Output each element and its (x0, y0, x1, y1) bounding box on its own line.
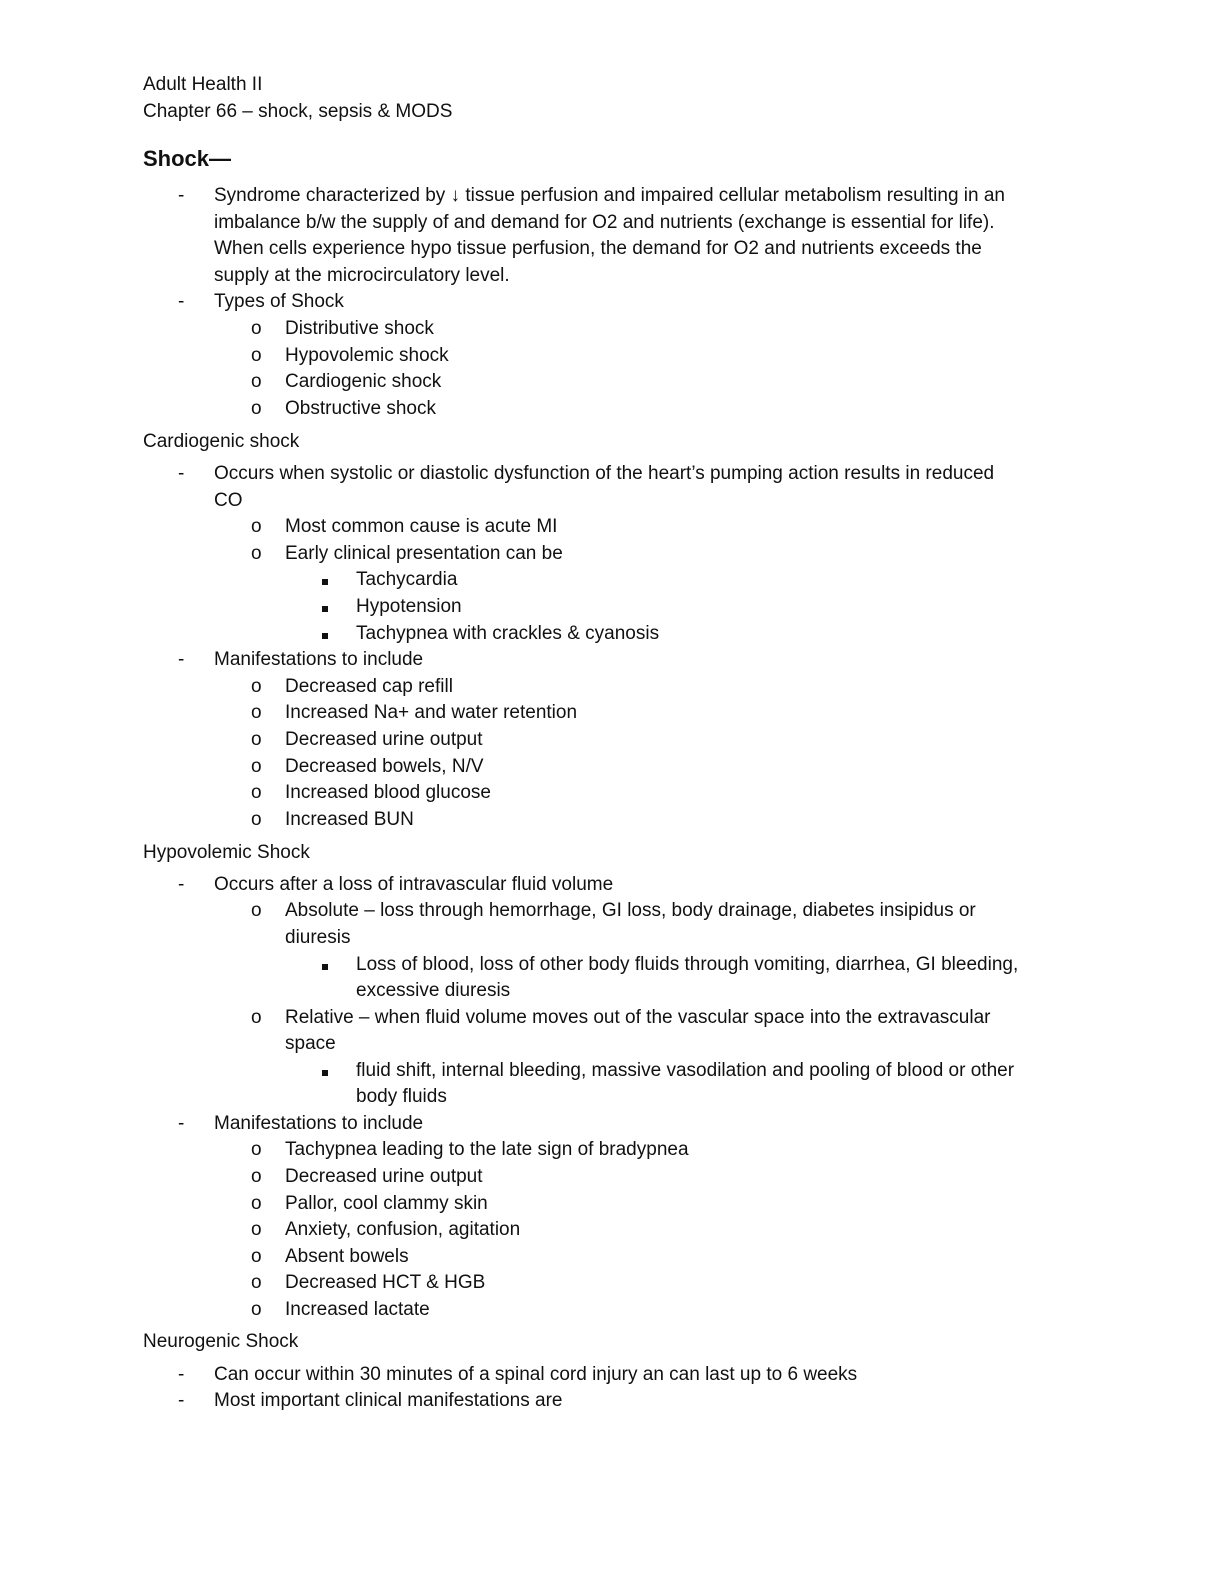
circle-bullet: o (251, 729, 262, 750)
list-item: Early clinical presentation can be (285, 543, 563, 564)
dash-bullet: - (178, 1390, 185, 1411)
circle-bullet: o (251, 1299, 262, 1320)
absolute-detail-line: Loss of blood, loss of other body fluids through vomiting, diarrhea, GI bleeding, (356, 954, 1019, 975)
shock-def-line: Syndrome characterized by ↓ tissue perfusion and impaired cellular metabolism resulting in an (214, 185, 1005, 206)
circle-bullet: o (251, 1007, 262, 1028)
list-item: Pallor, cool clammy skin (285, 1193, 488, 1214)
circle-bullet: o (251, 1272, 262, 1293)
absolute-detail-line: excessive diuresis (356, 980, 511, 1001)
circle-bullet: o (251, 345, 262, 366)
list-item: Tachypnea leading to the late sign of bradypnea (285, 1139, 689, 1160)
list-item: Increased BUN (285, 809, 414, 830)
list-item: Increased blood glucose (285, 782, 491, 803)
circle-bullet: o (251, 371, 262, 392)
circle-bullet: o (251, 516, 262, 537)
list-item: Decreased HCT & HGB (285, 1272, 486, 1293)
list-item: Decreased cap refill (285, 676, 453, 697)
list-item: Hypotension (356, 596, 462, 617)
list-item: Increased lactate (285, 1299, 430, 1320)
list-item: Distributive shock (285, 318, 434, 339)
neurogenic-heading: Neurogenic Shock (143, 1331, 299, 1352)
list-item: Increased Na+ and water retention (285, 702, 578, 723)
circle-bullet: o (251, 900, 262, 921)
circle-bullet: o (251, 318, 262, 339)
list-item: Cardiogenic shock (285, 371, 442, 392)
square-bullet (322, 622, 328, 646)
chapter-title: Chapter 66 – shock, sepsis & MODS (143, 101, 453, 122)
list-item: Most important clinical manifestations are (214, 1390, 563, 1411)
square-bullet (322, 568, 328, 592)
relative-line: space (285, 1033, 336, 1054)
relative-line: Relative – when fluid volume moves out of the vascular space into the extravascular (285, 1007, 991, 1028)
cardiogenic-occurs-line: CO (214, 490, 243, 511)
dash-bullet: - (178, 874, 185, 895)
dash-bullet: - (178, 463, 185, 484)
shock-heading: Shock— (143, 146, 232, 171)
types-label: Types of Shock (214, 291, 344, 312)
circle-bullet: o (251, 702, 262, 723)
circle-bullet: o (251, 1166, 262, 1187)
circle-bullet: o (251, 1219, 262, 1240)
shock-def-line: When cells experience hypo tissue perfusion, the demand for O2 and nutrients exceeds the (214, 238, 982, 259)
list-item: Absent bowels (285, 1246, 409, 1267)
absolute-line: Absolute – loss through hemorrhage, GI loss, body drainage, diabetes insipidus or (285, 900, 976, 921)
shock-def-line: imbalance b/w the supply of and demand for O2 and nutrients (exchange is essential for life). (214, 212, 995, 233)
circle-bullet: o (251, 809, 262, 830)
list-item: Most common cause is acute MI (285, 516, 558, 537)
cardiogenic-heading: Cardiogenic shock (143, 431, 300, 452)
hypovolemic-heading: Hypovolemic Shock (143, 842, 310, 863)
list-item: Decreased urine output (285, 1166, 483, 1187)
circle-bullet: o (251, 543, 262, 564)
dash-bullet: - (178, 185, 185, 206)
square-bullet (322, 595, 328, 619)
square-bullet (322, 953, 328, 977)
dash-bullet: - (178, 1113, 185, 1134)
square-bullet (322, 1059, 328, 1083)
circle-bullet: o (251, 676, 262, 697)
list-item: Tachycardia (356, 569, 458, 590)
cardiogenic-occurs-line: Occurs when systolic or diastolic dysfunction of the heart’s pumping action results in reduced (214, 463, 995, 484)
absolute-line: diuresis (285, 927, 351, 948)
circle-bullet: o (251, 1246, 262, 1267)
circle-bullet: o (251, 756, 262, 777)
list-item: Hypovolemic shock (285, 345, 449, 366)
list-item: Decreased bowels, N/V (285, 756, 484, 777)
circle-bullet: o (251, 398, 262, 419)
circle-bullet: o (251, 1193, 262, 1214)
hypovolemic-occurs: Occurs after a loss of intravascular fluid volume (214, 874, 614, 895)
circle-bullet: o (251, 782, 262, 803)
circle-bullet: o (251, 1139, 262, 1160)
dash-bullet: - (178, 291, 185, 312)
list-item: Tachypnea with crackles & cyanosis (356, 623, 660, 644)
list-item: Can occur within 30 minutes of a spinal cord injury an can last up to 6 weeks (214, 1364, 858, 1385)
relative-detail-line: fluid shift, internal bleeding, massive vasodilation and pooling of blood or other (356, 1060, 1015, 1081)
list-item: Decreased urine output (285, 729, 483, 750)
shock-def-line: supply at the microcirculatory level. (214, 265, 510, 286)
manifest-label: Manifestations to include (214, 1113, 424, 1134)
list-item: Anxiety, confusion, agitation (285, 1219, 521, 1240)
course-title: Adult Health II (143, 74, 263, 95)
dash-bullet: - (178, 1364, 185, 1385)
relative-detail-line: body fluids (356, 1086, 447, 1107)
list-item: Obstructive shock (285, 398, 436, 419)
dash-bullet: - (178, 649, 185, 670)
manifest-label: Manifestations to include (214, 649, 424, 670)
